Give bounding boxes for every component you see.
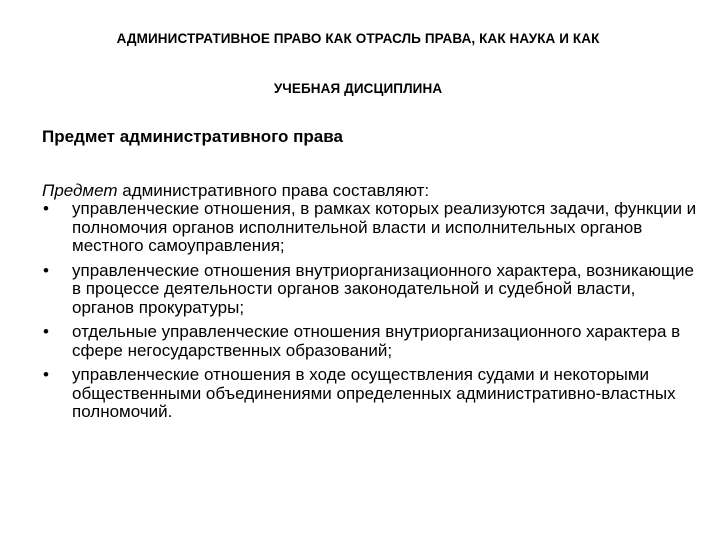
section-heading: Предмет административного права (42, 127, 343, 146)
list-item (42, 262, 702, 318)
intro-sentence (42, 181, 429, 201)
bullet-text: управленческие отношения в ходе осуществления судами и некоторыми общественными объединениями определенных административно-властных полномочий. (72, 365, 676, 421)
bullet-text: отдельные управленческие отношения внутриорганизационного характера в сфере негосударственных образований; (72, 322, 681, 360)
intro-italic-word: Предмет (42, 181, 118, 200)
bullet-text: управленческие отношения внутриорганизационного характера, возникающие в процессе деятельности органов законодательной и судебной власти, органов прокуратуры; (72, 260, 694, 317)
list-item (42, 366, 702, 422)
bullet-list (42, 200, 702, 428)
slide-title-line-1: АДМИНИСТРАТИВНОЕ ПРАВО КАК ОТРАСЛЬ ПРАВА, КАК НАУКА И КАК (116, 31, 600, 46)
bullet-icon: • (43, 365, 49, 384)
bullet-text: управленческие отношения, в рамках которых реализуются задачи, функции и полномочия органов исполнительной власти и исполнительных органов местного самоуправления; (72, 199, 697, 255)
bullet-icon: • (43, 260, 49, 280)
bullet-icon: • (43, 199, 49, 218)
list-item (42, 323, 702, 360)
slide-title-line-2: УЧЕБНАЯ ДИСЦИПЛИНА (273, 81, 443, 96)
intro-rest-text: административного права составляют: (117, 181, 430, 200)
list-item (42, 200, 702, 256)
bullet-icon: • (43, 322, 49, 341)
